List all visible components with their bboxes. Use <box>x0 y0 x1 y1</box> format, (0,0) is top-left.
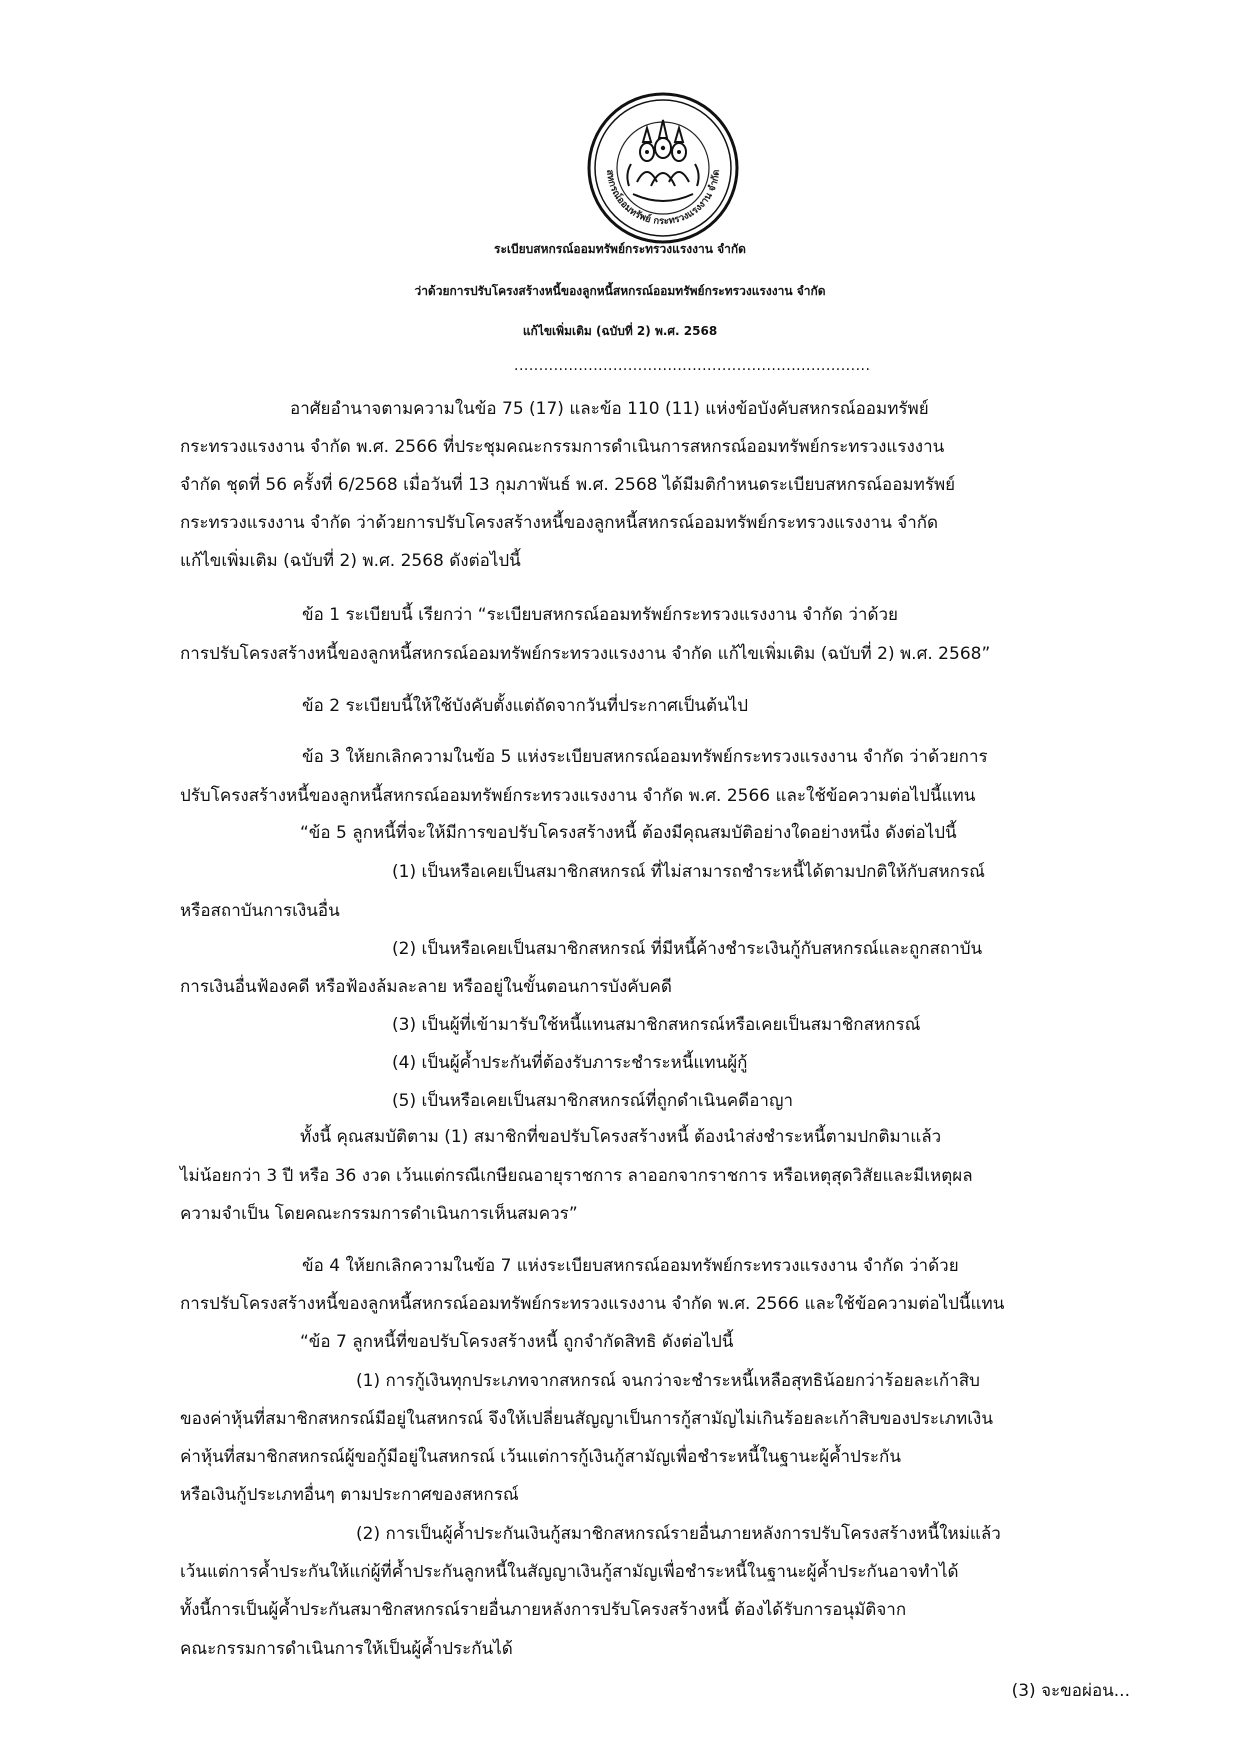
clause-4-line: หรือเงินกู้ประเภทอื่นๆ ตามประกาศของสหกรณ์ <box>180 1485 519 1505</box>
preamble-line: อาศัยอำนาจตามความในข้อ 75 (17) และข้อ 110 (11) แห่งข้อบังคับสหกรณ์ออมทรัพย์ <box>290 399 929 419</box>
page-continuation: (3) จะขอผ่อน... <box>1011 1681 1130 1701</box>
clause-3-line: ปรับโครงสร้างหนี้ของลูกหนี้สหกรณ์ออมทรัพย์กระทรวงแรงงาน จำกัด พ.ศ. 2566 และใช้ข้อความต่อไปนี้แทน <box>180 786 976 806</box>
cooperative-seal <box>585 90 741 246</box>
seal-caption: สหกรณ์ออมทรัพย์ กระทรวงแรงงาน จำกัด <box>603 169 723 228</box>
preamble-line: แก้ไขเพิ่มเติม (ฉบับที่ 2) พ.ศ. 2568 ดังต่อไปนี้ <box>180 551 521 571</box>
clause-3-line: การเงินอื่นฟ้องคดี หรือฟ้องล้มละลาย หรืออยู่ในขั้นตอนการบังคับคดี <box>180 977 672 997</box>
clause-3-line: ความจำเป็น โดยคณะกรรมการดำเนินการเห็นสมควร” <box>180 1204 578 1224</box>
clause-3-item: (3) เป็นผู้ที่เข้ามารับใช้หนี้แทนสมาชิกสหกรณ์หรือเคยเป็นสมาชิกสหกรณ์ <box>392 1015 921 1035</box>
clause-3-line: ข้อ 3 ให้ยกเลิกความในข้อ 5 แห่งระเบียบสหกรณ์ออมทรัพย์กระทรวงแรงงาน จำกัด ว่าด้วยการ <box>302 747 988 767</box>
clause-4-line: ข้อ 4 ให้ยกเลิกความในข้อ 7 แห่งระเบียบสหกรณ์ออมทรัพย์กระทรวงแรงงาน จำกัด ว่าด้วย <box>302 1256 959 1276</box>
clause-3-line: หรือสถาบันการเงินอื่น <box>180 901 340 921</box>
clause-3-line: ทั้งนี้ คุณสมบัติตาม (1) สมาชิกที่ขอปรับโครงสร้างหนี้ ต้องนำส่งชำระหนี้ตามปกติมาแล้ว <box>300 1127 942 1147</box>
clause-3-line: ไม่น้อยกว่า 3 ปี หรือ 36 งวด เว้นแต่กรณีเกษียณอายุราชการ ลาออกจากราชการ หรือเหตุสุดวิสัยและมีเหตุผล <box>180 1166 973 1186</box>
cooperative-seal-icon <box>585 90 741 246</box>
clause-1-line: ข้อ 1 ระเบียบนี้ เรียกว่า “ระเบียบสหกรณ์ออมทรัพย์กระทรวงแรงงาน จำกัด ว่าด้วย <box>302 605 898 625</box>
document-title-line3: แก้ไขเพิ่มเติม (ฉบับที่ 2) พ.ศ. 2568 <box>522 324 718 338</box>
preamble-line: กระทรวงแรงงาน จำกัด พ.ศ. 2566 ที่ประชุมคณะกรรมการดำเนินการสหกรณ์ออมทรัพย์กระทรวงแรงงาน <box>180 437 945 457</box>
document-title-line2: ว่าด้วยการปรับโครงสร้างหนี้ของลูกหนี้สหกรณ์ออมทรัพย์กระทรวงแรงงาน จำกัด <box>414 284 826 298</box>
clause-3-item: (1) เป็นหรือเคยเป็นสมาชิกสหกรณ์ ที่ไม่สามารถชำระหนี้ได้ตามปกติให้กับสหกรณ์ <box>392 862 985 882</box>
svg-text:สหกรณ์ออมทรัพย์ กระทรวงแรงงาน <box>604 169 722 227</box>
clause-4-line: คณะกรรมการดำเนินการให้เป็นผู้ค้ำประกันได้ <box>180 1639 513 1659</box>
preamble-line: กระทรวงแรงงาน จำกัด ว่าด้วยการปรับโครงสร้างหนี้ของลูกหนี้สหกรณ์ออมทรัพย์กระทรวงแรงงาน จำกัด <box>180 513 939 533</box>
clause-3-line: “ข้อ 5 ลูกหนี้ที่จะให้มีการขอปรับโครงสร้างหนี้ ต้องมีคุณสมบัติอย่างใดอย่างหนึ่ง ดังต่อไปนี้ <box>300 823 957 843</box>
clause-3-item: (4) เป็นผู้ค้ำประกันที่ต้องรับภาระชำระหนี้แทนผู้กู้ <box>392 1053 748 1073</box>
clause-1-line: การปรับโครงสร้างหนี้ของลูกหนี้สหกรณ์ออมทรัพย์กระทรวงแรงงาน จำกัด แก้ไขเพิ่มเติม (ฉบับที่ 2) พ.ศ. 2568” <box>180 644 991 664</box>
clause-4-line: ค่าหุ้นที่สมาชิกสหกรณ์ผู้ขอกู้มีอยู่ในสหกรณ์ เว้นแต่การกู้เงินกู้สามัญเพื่อชำระหนี้ในฐานะผู้ค้ำประกัน <box>180 1447 901 1467</box>
clause-4-item: (1) การกู้เงินทุกประเภทจากสหกรณ์ จนกว่าจะชำระหนี้เหลือสุทธิน้อยกว่าร้อยละเก้าสิบ <box>356 1371 980 1391</box>
title-separator: ........................................................................ <box>514 358 871 374</box>
document-title-line1: ระเบียบสหกรณ์ออมทรัพย์กระทรวงแรงงาน จำกัด <box>494 242 746 256</box>
clause-3-item: (5) เป็นหรือเคยเป็นสมาชิกสหกรณ์ที่ถูกดำเนินคดีอาญา <box>392 1091 793 1111</box>
clause-2-line: ข้อ 2 ระเบียบนี้ให้ใช้บังคับตั้งแต่ถัดจากวันที่ประกาศเป็นต้นไป <box>302 696 749 716</box>
clause-4-line: “ข้อ 7 ลูกหนี้ที่ขอปรับโครงสร้างหนี้ ถูกจำกัดสิทธิ ดังต่อไปนี้ <box>300 1332 734 1352</box>
clause-4-line: การปรับโครงสร้างหนี้ของลูกหนี้สหกรณ์ออมทรัพย์กระทรวงแรงงาน จำกัด พ.ศ. 2566 และใช้ข้อความต่อไปนี้แทน <box>180 1294 1005 1314</box>
clause-4-line: เว้นแต่การค้ำประกันให้แก่ผู้ที่ค้ำประกันลูกหนี้ในสัญญาเงินกู้สามัญเพื่อชำระหนี้ในฐานะผู้ค้ำประกันอาจทำได้ <box>180 1562 959 1582</box>
clause-4-line: ของค่าหุ้นที่สมาชิกสหกรณ์มีอยู่ในสหกรณ์ จึงให้เปลี่ยนสัญญาเป็นการกู้สามัญไม่เกินร้อยละเก้าสิบของประเภทเงิน <box>180 1409 993 1429</box>
clause-4-item: (2) การเป็นผู้ค้ำประกันเงินกู้สมาชิกสหกรณ์รายอื่นภายหลังการปรับโครงสร้างหนี้ใหม่แล้ว <box>356 1524 1001 1544</box>
preamble-line: จำกัด ชุดที่ 56 ครั้งที่ 6/2568 เมื่อวันที่ 13 กุมภาพันธ์ พ.ศ. 2568 ได้มีมติกำหนดระเบียบสหกรณ์ออมทรัพย์ <box>180 475 956 495</box>
clause-3-item: (2) เป็นหรือเคยเป็นสมาชิกสหกรณ์ ที่มีหนี้ค้างชำระเงินกู้กับสหกรณ์และถูกสถาบัน <box>392 939 983 959</box>
clause-4-line: ทั้งนี้การเป็นผู้ค้ำประกันสมาชิกสหกรณ์รายอื่นภายหลังการปรับโครงสร้างหนี้ ต้องได้รับการอนุมัติจาก <box>180 1600 907 1620</box>
